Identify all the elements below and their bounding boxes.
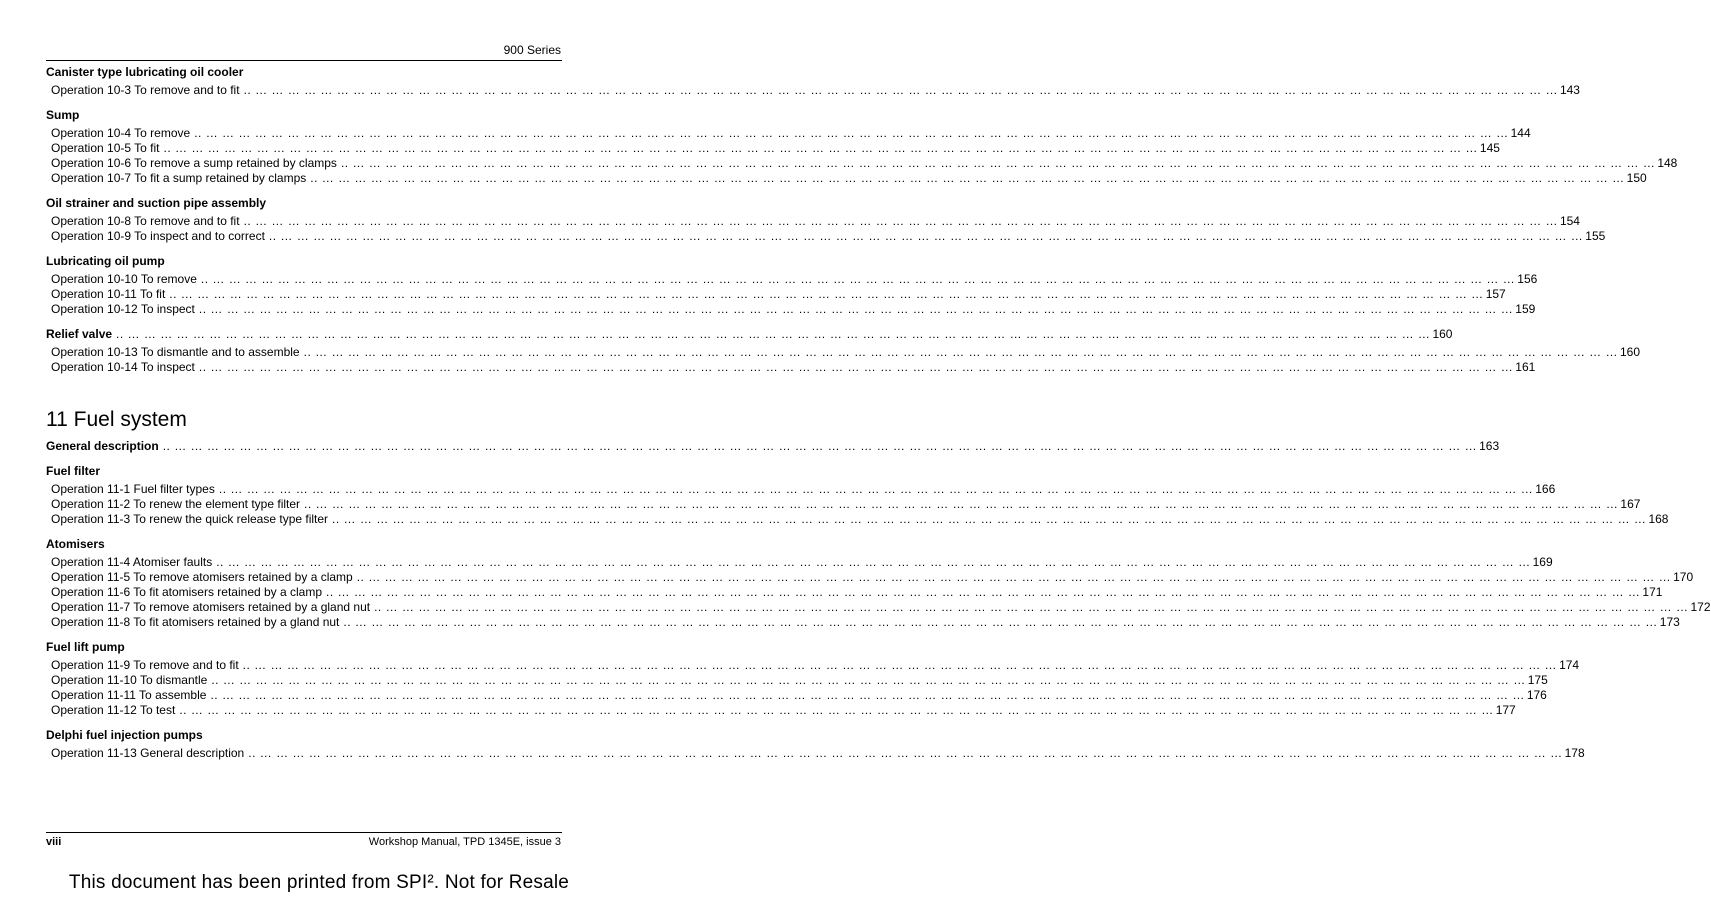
footer-manual-reference: Workshop Manual, TPD 1345E, issue 3 [368, 836, 561, 848]
toc-section-heading[interactable] [46, 439, 1500, 454]
toc-operation-entry-label: Operation 11-11 To assemble [51, 688, 207, 702]
toc-operation-entry[interactable] [51, 555, 1553, 570]
dot-leader: .. … … … … … … … … … … … … … … … … … … … … … … … … … … … … … … … … … … … … … … … … … … … … … … … … … … … … … … … … … … … … … … … … … … … … … … … … … … … … … … … … [374, 600, 1689, 614]
toc-operation-entry[interactable] [51, 126, 1531, 141]
toc-section-heading-label: General description [46, 439, 159, 453]
toc-operation-entry-label: Operation 11-3 To renew the quick release type filter [51, 512, 329, 526]
toc-operation-entry[interactable] [51, 272, 1538, 287]
toc-section [46, 728, 1585, 761]
toc-operation-entry[interactable] [51, 156, 1678, 171]
toc-operation-entry-label: Operation 11-13 General description [51, 746, 245, 760]
dot-leader: .. … … … … … … … … … … … … … … … … … … … … … … … … … … … … … … … … … … … … … … … … … … … … … … … … … … … … … … … … … … … … … … … … … … … … … … … … … … … … … … … … [198, 302, 1514, 316]
toc-section-title[interactable]: Delphi fuel injection pumps [46, 728, 203, 742]
dot-leader: .. … … … … … … … … … … … … … … … … … … … … … … … … … … … … … … … … … … … … … … … … … … … … … … … … … … … … … … … … … … … … … … … … … … … … … … … … … … … … … … … … [310, 171, 1625, 185]
toc-section-title[interactable]: Atomisers [46, 537, 105, 551]
toc-operation-entry-label: Operation 11-12 To test [51, 703, 176, 717]
toc-operation-entry-label: Operation 11-10 To dismantle [51, 673, 208, 687]
toc-operation-entry-page: 160 [1620, 345, 1641, 359]
toc-operations [46, 272, 1538, 317]
toc-operations [46, 345, 1641, 375]
toc-operation-entry-label: Operation 11-8 To fit atomisers retained by a gland nut [51, 615, 340, 629]
toc-operation-entry-label: Operation 11-4 Atomiser faults [51, 555, 213, 569]
toc-section [46, 196, 1606, 244]
toc-operation-entry-page: 178 [1564, 746, 1585, 760]
toc-operation-entry[interactable] [51, 287, 1506, 302]
watermark-text: This document has been printed from SPI². Not for Resale [68, 872, 570, 893]
toc-operation-entry-page: 159 [1515, 302, 1536, 316]
toc-operation-entry-label: Operation 11-9 To remove and to fit [51, 658, 239, 672]
dot-leader: .. … … … … … … … … … … … … … … … … … … … … … … … … … … … … … … … … … … … … … … … … … … … … … … … … … … … … … … … … … … … … … … … … … … … … … … … … … … … … … … … … [332, 512, 1647, 526]
toc-operation-entry[interactable] [51, 688, 1547, 703]
toc-operation-entry-page: 150 [1626, 171, 1647, 185]
toc-operation-entry-page: 154 [1559, 214, 1580, 228]
toc-section-title[interactable]: Fuel filter [46, 464, 101, 478]
toc-operation-entry-page: 169 [1532, 555, 1553, 569]
toc-section-title[interactable]: Canister type lubricating oil cooler [46, 65, 244, 79]
toc-operation-entry-label: Operation 10-6 To remove a sump retained by clamps [51, 156, 337, 170]
toc-operation-entry-page: 171 [1642, 585, 1663, 599]
dot-leader: .. … … … … … … … … … … … … … … … … … … … … … … … … … … … … … … … … … … … … … … … … … … … … … … … … … … … … … … … … … … … … … … … … … … … … … … … … … … … … … … … … [356, 570, 1672, 584]
dot-leader: .. … … … … … … … … … … … … … … … … … … … … … … … … … … … … … … … … … … … … … … … … … … … … … … … … … … … … … … … … … … … … … … … … … … … … … … … … … … … … … … … … [326, 585, 1641, 599]
toc-operation-entry-label: Operation 10-3 To remove and to fit [51, 83, 240, 97]
toc-operation-entry-label: Operation 10-9 To inspect and to correct [51, 229, 265, 243]
toc-section-title[interactable]: Oil strainer and suction pipe assembly [46, 196, 267, 210]
header-series: 900 Series [503, 43, 561, 57]
toc-section [46, 254, 1538, 317]
toc-section-heading[interactable] [46, 327, 1453, 342]
toc-operation-entry[interactable] [51, 302, 1536, 317]
toc-operation-entry-label: Operation 10-11 To fit [51, 287, 166, 301]
toc-operation-entry[interactable] [51, 214, 1580, 229]
toc-operation-entry[interactable] [51, 345, 1641, 360]
toc-operation-entry[interactable] [51, 703, 1516, 718]
toc-operation-entry[interactable] [51, 570, 1694, 585]
toc-operation-entry-label: Operation 11-6 To fit atomisers retained by a clamp [51, 585, 323, 599]
toc-operation-entry[interactable] [51, 482, 1556, 497]
toc-section [46, 439, 1500, 454]
dot-leader: .. … … … … … … … … … … … … … … … … … … … … … … … … … … … … … … … … … … … … … … … … … … … … … … … … … … … … … … … … … … … … … … … … … … … … … … … … … … … … … … … … [198, 360, 1514, 374]
toc-section [46, 327, 1641, 375]
dot-leader: .. … … … … … … … … … … … … … … … … … … … … … … … … … … … … … … … … … … … … … … … … … … … … … … … … … … … … … … … … … … … … … … … … … … … … … … … … … … … … … … … … [343, 615, 1658, 629]
toc-operation-entry[interactable] [51, 360, 1536, 375]
toc-operation-entry-label: Operation 11-7 To remove atomisers retained by a gland nut [51, 600, 371, 614]
toc-operation-entry-page: 155 [1585, 229, 1606, 243]
toc-section [46, 108, 1678, 186]
dot-leader: .. … … … … … … … … … … … … … … … … … … … … … … … … … … … … … … … … … … … … … … … … … … … … … … … … … … … … … … … … … … … … … … … … … … … … … … … … … … … … … … … … [340, 156, 1656, 170]
toc-operation-entry-label: Operation 10-8 To remove and to fit [51, 214, 240, 228]
dot-leader: .. … … … … … … … … … … … … … … … … … … … … … … … … … … … … … … … … … … … … … … … … … … … … … … … … … … … … … … … … … … … … … … … … … … … … … … … … … … … … … … … … [242, 658, 1558, 672]
toc-operations [46, 555, 1711, 630]
toc-operation-entry[interactable] [51, 585, 1663, 600]
dot-leader: .. … … … … … … … … … … … … … … … … … … … … … … … … … … … … … … … … … … … … … … … … … … … … … … … … … … … … … … … … … … … … … … … … … … … … … … … … … … … … … … … … [194, 126, 1509, 140]
dot-leader: .. … … … … … … … … … … … … … … … … … … … … … … … … … … … … … … … … … … … … … … … … … … … … … … … … … … … … … … … … … … … … … … … … … … … … … … … … … … … … … … … … [243, 214, 1558, 228]
toc-operation-entry-page: 168 [1648, 512, 1669, 526]
toc-section [46, 65, 1580, 98]
toc-operation-entry-page: 170 [1673, 570, 1694, 584]
toc-operation-entry-label: Operation 11-2 To renew the element type filter [51, 497, 301, 511]
toc-group-fuel-system [46, 439, 1711, 761]
toc-section-heading-page: 160 [1432, 327, 1453, 341]
dot-leader: .. … … … … … … … … … … … … … … … … … … … … … … … … … … … … … … … … … … … … … … … … … … … … … … … … … … … … … … … … … … … … … … … … … … … … … … … … … … … … … … … … [210, 688, 1525, 702]
toc-operation-entry[interactable] [51, 658, 1580, 673]
toc-content [46, 65, 1711, 761]
toc-section-title[interactable]: Fuel lift pump [46, 640, 125, 654]
dot-leader: .. … … … … … … … … … … … … … … … … … … … … … … … … … … … … … … … … … … … … … … … … … … … … … … … … … … … … … … … … … … … … … … … … … … … … … … … … … … … … … … … … [304, 497, 1619, 511]
toc-operation-entry-label: Operation 10-13 To dismantle and to assemble [51, 345, 300, 359]
toc-operation-entry-label: Operation 10-4 To remove [51, 126, 191, 140]
toc-operation-entry-label: Operation 10-7 To fit a sump retained by clamps [51, 171, 307, 185]
dot-leader: .. … … … … … … … … … … … … … … … … … … … … … … … … … … … … … … … … … … … … … … … … … … … … … … … … … … … … … … … … … … … … … … … … … … … … … … … … … … … … … … … … [162, 439, 1478, 453]
toc-operation-entry[interactable] [51, 512, 1669, 527]
toc-operation-entry[interactable] [51, 83, 1580, 98]
dot-leader: .. … … … … … … … … … … … … … … … … … … … … … … … … … … … … … … … … … … … … … … … … … … … … … … … … … … … … … … … … … … … … … … … … … … … … … … … … … … … … … … … … [211, 673, 1526, 687]
toc-section [46, 464, 1669, 527]
dot-leader: .. … … … … … … … … … … … … … … … … … … … … … … … … … … … … … … … … … … … … … … … … … … … … … … … … … … … … … … … … … … … … … … … … … … … … … … … … … … … … … … … … [216, 555, 1531, 569]
dot-leader: .. … … … … … … … … … … … … … … … … … … … … … … … … … … … … … … … … … … … … … … … … … … … … … … … … … … … … … … … … … … … … … … … … … … … … … … … … … … … … … … … … [169, 287, 1484, 301]
toc-operation-entry-label: Operation 10-12 To inspect [51, 302, 195, 316]
toc-operation-entry-page: 156 [1517, 272, 1538, 286]
toc-group-lubrication [46, 65, 1678, 375]
dot-leader: .. … … … … … … … … … … … … … … … … … … … … … … … … … … … … … … … … … … … … … … … … … … … … … … … … … … … … … … … … … … … … … … … … … … … … … … … … … … … … … … … … [268, 229, 1584, 243]
toc-operations [46, 126, 1678, 186]
toc-operation-entry-page: 174 [1559, 658, 1580, 672]
toc-operation-entry-label: Operation 10-14 To inspect [51, 360, 195, 374]
toc-operation-entry-page: 167 [1620, 497, 1641, 511]
toc-section [46, 537, 1711, 630]
toc-operation-entry[interactable] [51, 600, 1711, 615]
toc-operation-entry-page: 144 [1510, 126, 1531, 140]
toc-section-heading-label: Relief valve [46, 327, 113, 341]
toc-section-title[interactable]: Lubricating oil pump [46, 254, 165, 268]
toc-operation-entry-page: 176 [1526, 688, 1547, 702]
toc-operation-entry[interactable] [51, 497, 1641, 512]
dot-leader: .. … … … … … … … … … … … … … … … … … … … … … … … … … … … … … … … … … … … … … … … … … … … … … … … … … … … … … … … … … … … … … … … … … … … … … … … … … … … … … … … … [163, 141, 1478, 155]
dot-leader: .. … … … … … … … … … … … … … … … … … … … … … … … … … … … … … … … … … … … … … … … … … … … … … … … … … … … … … … … … … … … … … … … … … … … … … … … … … … … … … … … … [248, 746, 1563, 760]
toc-operation-entry-page: 175 [1527, 673, 1548, 687]
toc-section-heading-page: 163 [1479, 439, 1500, 453]
toc-operation-entry-label: Operation 10-5 To fit [51, 141, 160, 155]
toc-operation-entry-page: 145 [1479, 141, 1500, 155]
toc-operation-entry-label: Operation 10-10 To remove [51, 272, 197, 286]
chapter-title: 11 Fuel system [46, 408, 187, 431]
toc-operation-entry[interactable] [51, 746, 1585, 761]
toc-operation-entry[interactable] [51, 673, 1548, 688]
toc-operation-entry-label: Operation 11-1 Fuel filter types [51, 482, 215, 496]
toc-operations [46, 746, 1585, 761]
toc-operation-entry-page: 172 [1690, 600, 1711, 614]
toc-operation-entry-page: 157 [1485, 287, 1506, 301]
dot-leader: .. … … … … … … … … … … … … … … … … … … … … … … … … … … … … … … … … … … … … … … … … … … … … … … … … … … … … … … … … … … … … … … … … … … … … … … … … … … … … … … … … [303, 345, 1618, 359]
dot-leader: .. … … … … … … … … … … … … … … … … … … … … … … … … … … … … … … … … … … … … … … … … … … … … … … … … … … … … … … … … … … … … … … … … … … … … … … … … … … … … … … … … [179, 703, 1494, 717]
toc-operations [46, 214, 1606, 244]
dot-leader: .. … … … … … … … … … … … … … … … … … … … … … … … … … … … … … … … … … … … … … … … … … … … … … … … … … … … … … … … … … … … … … … … … … … … … … … … … … … … … … … … … [218, 482, 1534, 496]
footer-rule [46, 832, 562, 833]
toc-operations [46, 658, 1580, 718]
toc-operation-entry-page: 148 [1657, 156, 1678, 170]
toc-operation-entry-label: Operation 11-5 To remove atomisers retained by a clamp [51, 570, 353, 584]
dot-leader: .. … … … … … … … … … … … … … … … … … … … … … … … … … … … … … … … … … … … … … … … … … … … … … … … … … … … … … … … … … … … … … … … … … … … … … … … … … … … … … … … … [200, 272, 1516, 286]
toc-section [46, 640, 1580, 718]
toc-operation-entry[interactable] [51, 615, 1680, 630]
footer-page-number: viii [46, 836, 62, 848]
toc-operation-entry[interactable] [51, 229, 1606, 244]
toc-operation-entry-page: 177 [1495, 703, 1516, 717]
toc-operation-entry-page: 161 [1515, 360, 1536, 374]
toc-operation-entry[interactable] [51, 141, 1500, 156]
toc-operation-entry-page: 166 [1535, 482, 1556, 496]
toc-section-title[interactable]: Sump [46, 108, 80, 122]
header-rule [46, 60, 562, 61]
dot-leader: .. … … … … … … … … … … … … … … … … … … … … … … … … … … … … … … … … … … … … … … … … … … … … … … … … … … … … … … … … … … … … … … … … … … … … … … … … … … … … … … … … [116, 327, 1431, 341]
toc-operations [46, 83, 1580, 98]
toc-operation-entry-page: 143 [1559, 83, 1580, 97]
toc-operation-entry[interactable] [51, 171, 1647, 186]
dot-leader: .. … … … … … … … … … … … … … … … … … … … … … … … … … … … … … … … … … … … … … … … … … … … … … … … … … … … … … … … … … … … … … … … … … … … … … … … … … … … … … … … … [243, 83, 1558, 97]
toc-operations [46, 482, 1669, 527]
toc-operation-entry-page: 173 [1659, 615, 1680, 629]
